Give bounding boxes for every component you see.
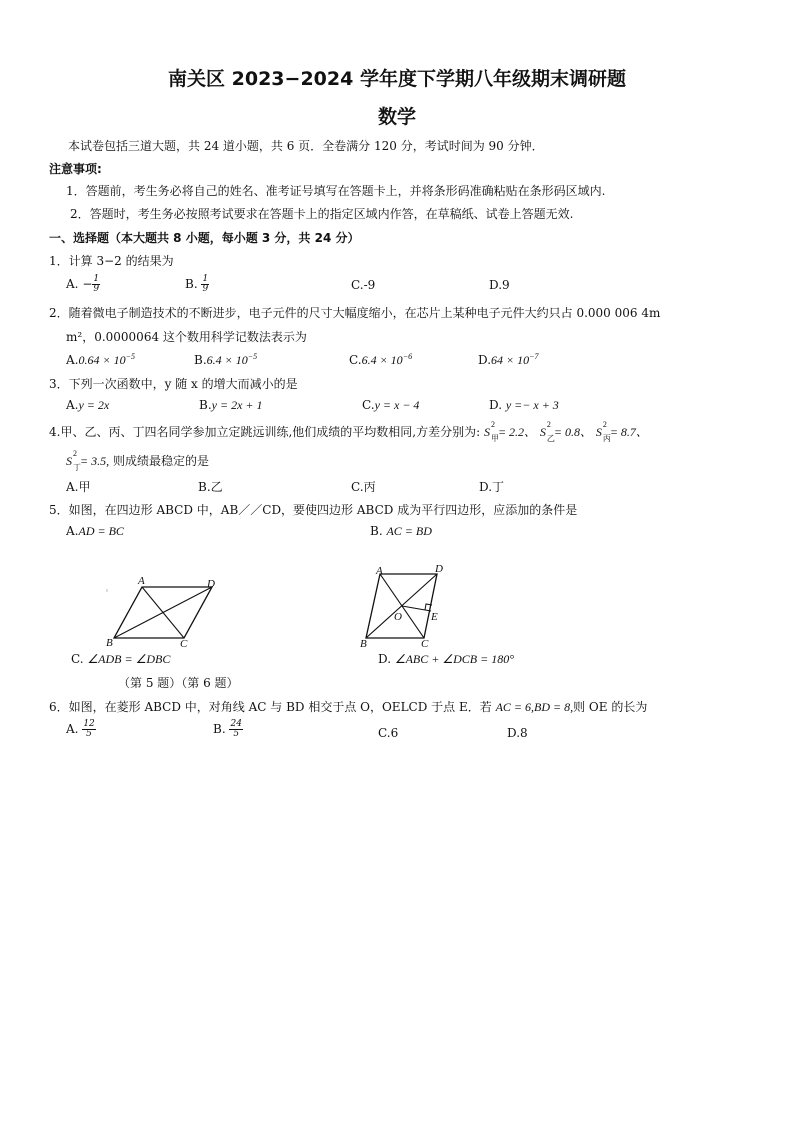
q1-option-d: D.9 <box>489 278 510 292</box>
q6-option-b <box>213 720 243 739</box>
subscript: 丙 <box>602 434 611 443</box>
expr-exp: −6 <box>402 352 413 361</box>
q4-option-c: C.丙 <box>351 480 376 494</box>
label-e: E <box>431 611 438 623</box>
figure-q6-rhombus <box>355 560 455 650</box>
label-d: D <box>435 563 443 575</box>
subscript: 甲 <box>490 434 499 443</box>
superscript: 2 <box>602 420 607 429</box>
expr-exp: −5 <box>247 352 258 361</box>
variance-jia <box>483 420 499 443</box>
option-label: A. <box>66 524 79 538</box>
q4-option-b: B.乙 <box>198 480 223 494</box>
expr: y =− x + 3 <box>505 398 559 412</box>
q5-option-d <box>378 652 514 667</box>
label-a: A <box>376 565 383 577</box>
fraction <box>201 275 209 294</box>
label-b: B <box>106 637 113 649</box>
value-ding: = 3.5, <box>80 454 110 468</box>
variance-bing <box>595 420 611 443</box>
expr: y = 2x <box>78 398 110 412</box>
option-label: C. <box>71 652 84 666</box>
fraction <box>92 275 100 294</box>
expr-exp: −7 <box>529 352 539 361</box>
segment-oe <box>402 606 431 611</box>
q3-option-c <box>362 398 419 413</box>
expr: ∠ADB = ∠DBC <box>87 652 171 666</box>
s-symbol: S <box>66 454 72 468</box>
numerator: 1 <box>93 274 100 284</box>
notice-item-1: 1．答题前，考生务必将自己的姓名、准考证号填写在答题卡上，并将条形码准确粘贴在条形码区域内. <box>66 184 606 198</box>
s-symbol: S <box>539 425 546 439</box>
q3-text: 3．下列一次函数中，y 随 x 的增大而减小的是 <box>49 377 298 391</box>
q4-tail: 则成绩最稳定的是 <box>112 454 209 468</box>
q4-line-2 <box>66 449 209 472</box>
notice-heading: 注意事项: <box>49 162 102 176</box>
q5-text: 5．如图，在四边形 ABCD 中，AB／／CD，要使四边形 ABCD 成为平行四边形，应添加的条件是 <box>49 503 578 517</box>
q6-text-pre: 6．如图，在菱形 ABCD 中，对角线 AC 与 BD 相交于点 O，OELCD 于点 E．若 <box>49 700 492 714</box>
expr-base: 6.4 × 10 <box>361 353 403 367</box>
q4-option-d: D.丁 <box>479 480 505 494</box>
fraction <box>229 720 242 739</box>
option-label: D. <box>489 398 503 412</box>
superscript: 2 <box>546 420 551 429</box>
option-label: A. <box>66 353 79 367</box>
label-b: B <box>360 638 367 650</box>
variance-yi <box>539 420 555 443</box>
expr: AC = BD <box>386 524 432 538</box>
s-symbol: S <box>483 425 490 439</box>
q2-option-d <box>478 352 539 368</box>
option-label: B. <box>370 524 383 538</box>
q2-option-b <box>194 352 257 368</box>
figure-q5-parallelogram <box>100 575 225 650</box>
numerator: 12 <box>83 719 95 729</box>
q3-option-b <box>199 398 263 413</box>
option-label: A. <box>66 277 79 291</box>
exam-title: 南关区 2023−2024 学年度下学期八年级期末调研题 <box>168 68 626 90</box>
q2-option-a <box>66 352 135 368</box>
q6-text <box>49 698 647 715</box>
q3-option-a <box>66 398 109 413</box>
section-heading: 一、选择题（本大题共 8 小题，每小题 3 分，共 24 分） <box>49 231 360 245</box>
intro-text: 本试卷包括三道大题，共 24 道小题，共 6 页．全卷满分 120 分，考试时间为 90 分钟． <box>68 139 544 153</box>
subscript: 乙 <box>546 434 555 443</box>
q6-option-c: C.6 <box>378 726 399 740</box>
option-label: B. <box>185 277 198 291</box>
label-c: C <box>180 638 188 650</box>
q4-text: 4.甲、乙、丙、丁四名同学参加立定跳远训练,他们成绩的平均数相同,方差分别为: <box>49 425 481 439</box>
figure-caption: （第 5 题）（第 6 题） <box>118 676 239 690</box>
expr: ∠ABC + ∠DCB = 180° <box>394 652 515 666</box>
subscript: 丁 <box>73 463 81 472</box>
expr-base: 0.64 × 10 <box>78 353 126 367</box>
superscript: 2 <box>73 449 77 458</box>
denominator: 5 <box>233 729 240 739</box>
denominator: 5 <box>86 729 92 739</box>
denominator: 9 <box>202 284 209 294</box>
option-label: D. <box>378 652 392 666</box>
expr-exp: −5 <box>125 352 135 361</box>
expr: AD = BC <box>78 524 124 538</box>
q4-option-a: A.甲 <box>66 480 91 494</box>
q6-text-math: AC = 6,BD = 8, <box>495 700 574 714</box>
denominator: 9 <box>93 284 100 294</box>
expr-base: 6.4 × 10 <box>206 353 248 367</box>
subject-title: 数学 <box>377 106 416 128</box>
option-label: B. <box>199 398 212 412</box>
numerator: 1 <box>202 274 209 284</box>
q2-line-1: 2．随着微电子制造技术的不断进步，电子元件的尺寸大幅度缩小，在芯片上某种电子元件大约只占 0.000 006 4m <box>49 306 661 320</box>
q5-option-a <box>66 524 124 539</box>
q6-option-d: D.8 <box>507 726 528 740</box>
minus-sign: − <box>82 277 93 291</box>
q3-option-d <box>489 398 559 413</box>
q1-option-a <box>66 275 100 294</box>
option-label: A. <box>66 398 79 412</box>
q4-line-1 <box>49 420 648 443</box>
q6-option-a <box>66 720 96 739</box>
numerator: 24 <box>230 719 242 729</box>
option-label: B. <box>194 353 207 367</box>
expr: y = x − 4 <box>374 398 420 412</box>
option-label: B. <box>213 722 226 736</box>
label-a: A <box>138 575 145 587</box>
label-o: O <box>394 611 402 623</box>
q1-option-c: C.-9 <box>351 278 376 292</box>
label-d: D <box>207 578 215 590</box>
q5-option-b <box>370 524 432 539</box>
q5-option-c <box>71 652 170 667</box>
expr-base: 64 × 10 <box>491 353 530 367</box>
value-bing: = 8.7、 <box>609 425 648 439</box>
option-label: C. <box>349 353 362 367</box>
q2-option-c <box>349 352 412 368</box>
value-jia: = 2.2、 <box>497 425 537 439</box>
superscript: 2 <box>490 420 495 429</box>
q1-text: 1．计算 3−2 的结果为 <box>49 254 174 268</box>
q6-text-post: 则 OE 的长为 <box>573 700 648 714</box>
q1-option-b <box>185 275 209 294</box>
s-symbol: S <box>595 425 602 439</box>
fraction <box>82 720 95 739</box>
expr: y = 2x + 1 <box>211 398 263 412</box>
label-c: C <box>421 638 429 650</box>
q2-line-2: m²，0.0000064 这个数用科学记数法表示为 <box>66 330 307 344</box>
option-label: D. <box>478 353 492 367</box>
value-yi: = 0.8、 <box>553 425 592 439</box>
option-label: C. <box>362 398 375 412</box>
variance-ding <box>66 449 81 472</box>
notice-item-2: 2．答题时，考生务必按照考试要求在答题卡上的指定区域内作答，在草稿纸、试卷上答题无效. <box>70 207 574 221</box>
option-label: A. <box>66 722 79 736</box>
